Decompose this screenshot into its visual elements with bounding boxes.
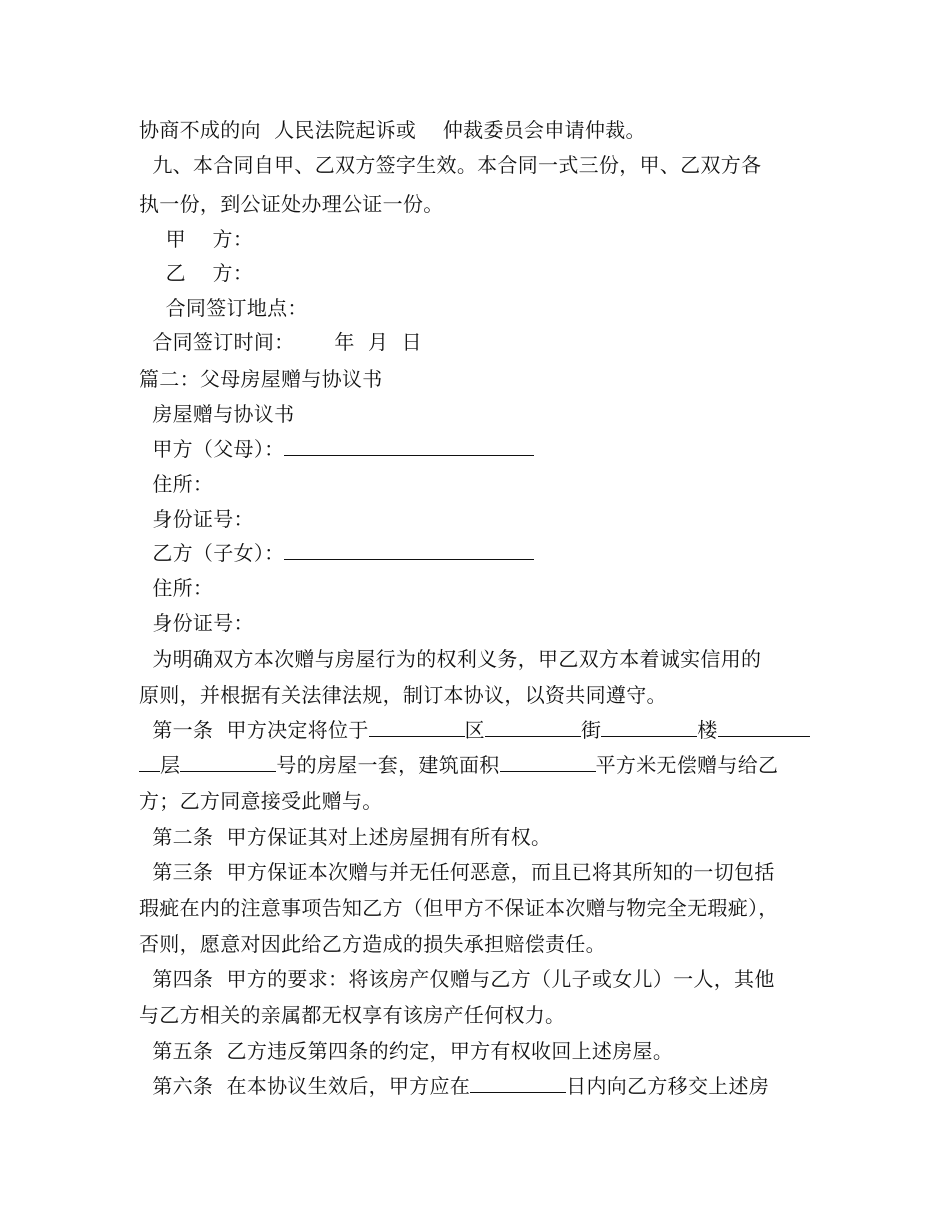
paragraph-line: 九、本合同自甲、乙双方签字生效。本合同一式三份，甲、乙双方各 [139,153,762,177]
signing-place-label: 合同签订地点： [139,296,308,320]
paragraph-line: 执一份，到公证处办理公证一份。 [139,192,444,216]
street-blank [485,718,581,737]
party-a-blank [284,437,534,456]
section-heading: 篇二：父母房屋赠与协议书 [139,367,383,391]
days-blank [470,1074,566,1093]
party-b-address-label: 住所： [139,576,214,600]
paragraph-line: 协商不成的向 人民法院起诉或 仲裁委员会申请仲裁。 [139,118,646,142]
article-5-line: 第五条 乙方违反第四条的约定，甲方有权收回上述房屋。 [139,1039,674,1063]
article-1-line: 第一条 甲方决定将位于 区 街 楼 [139,718,810,742]
article-1-line: 层 号的房屋一套，建筑面积 平方米无偿赠与给乙 [139,753,778,777]
paragraph-line: 方；乙方同意接受此赠与。 [139,789,383,813]
party-a-field [139,437,534,461]
article-6-line: 第六条 在本协议生效后，甲方应在 日内向乙方移交上述房 [139,1074,770,1098]
paragraph-line: 原则，并根据有关法律法规，制订本协议，以资共同遵守。 [139,683,667,707]
article-3-line: 第三条 甲方保证本次赠与并无任何恶意，而且已将其所知的一切包括 [139,860,775,884]
room-number-blank [180,753,276,772]
paragraph-line: 瑕疵在内的注意事项告知乙方（但甲方不保证本次赠与物完全无瑕疵）， [139,896,779,920]
signature-party-a-label: 甲 方： [139,227,254,251]
area-blank [500,753,596,772]
paragraph-line: 否则，愿意对因此给乙方造成的损失承担赔偿责任。 [139,932,606,956]
paragraph-line: 为明确双方本次赠与房屋行为的权利义务，甲乙双方本着诚实信用的 [139,647,762,671]
party-b-label: 乙方（子女）： [139,541,285,565]
paragraph-line: 与乙方相关的亲属都无权享有该房产任何权力。 [139,1003,566,1027]
building-blank [601,718,697,737]
document-title: 房屋赠与协议书 [139,402,295,426]
article-2-line: 第二条 甲方保证其对上述房屋拥有所有权。 [139,825,552,849]
party-b-id-label: 身份证号： [139,611,254,635]
district-blank [369,718,465,737]
party-a-id-label: 身份证号： [139,507,254,531]
floor-blank-end [139,753,160,772]
party-b-blank [284,541,534,560]
signature-party-b-label: 乙 方： [139,261,254,285]
party-a-address-label: 住所： [139,472,214,496]
party-a-label: 甲方（父母）： [139,437,285,461]
party-b-field [139,541,534,565]
signing-date-label: 合同签订时间： 年 月 日 [139,330,422,354]
floor-blank-start [718,718,810,737]
article-4-line: 第四条 甲方的要求：将该房产仅赠与乙方（儿子或女儿）一人，其他 [139,967,775,991]
